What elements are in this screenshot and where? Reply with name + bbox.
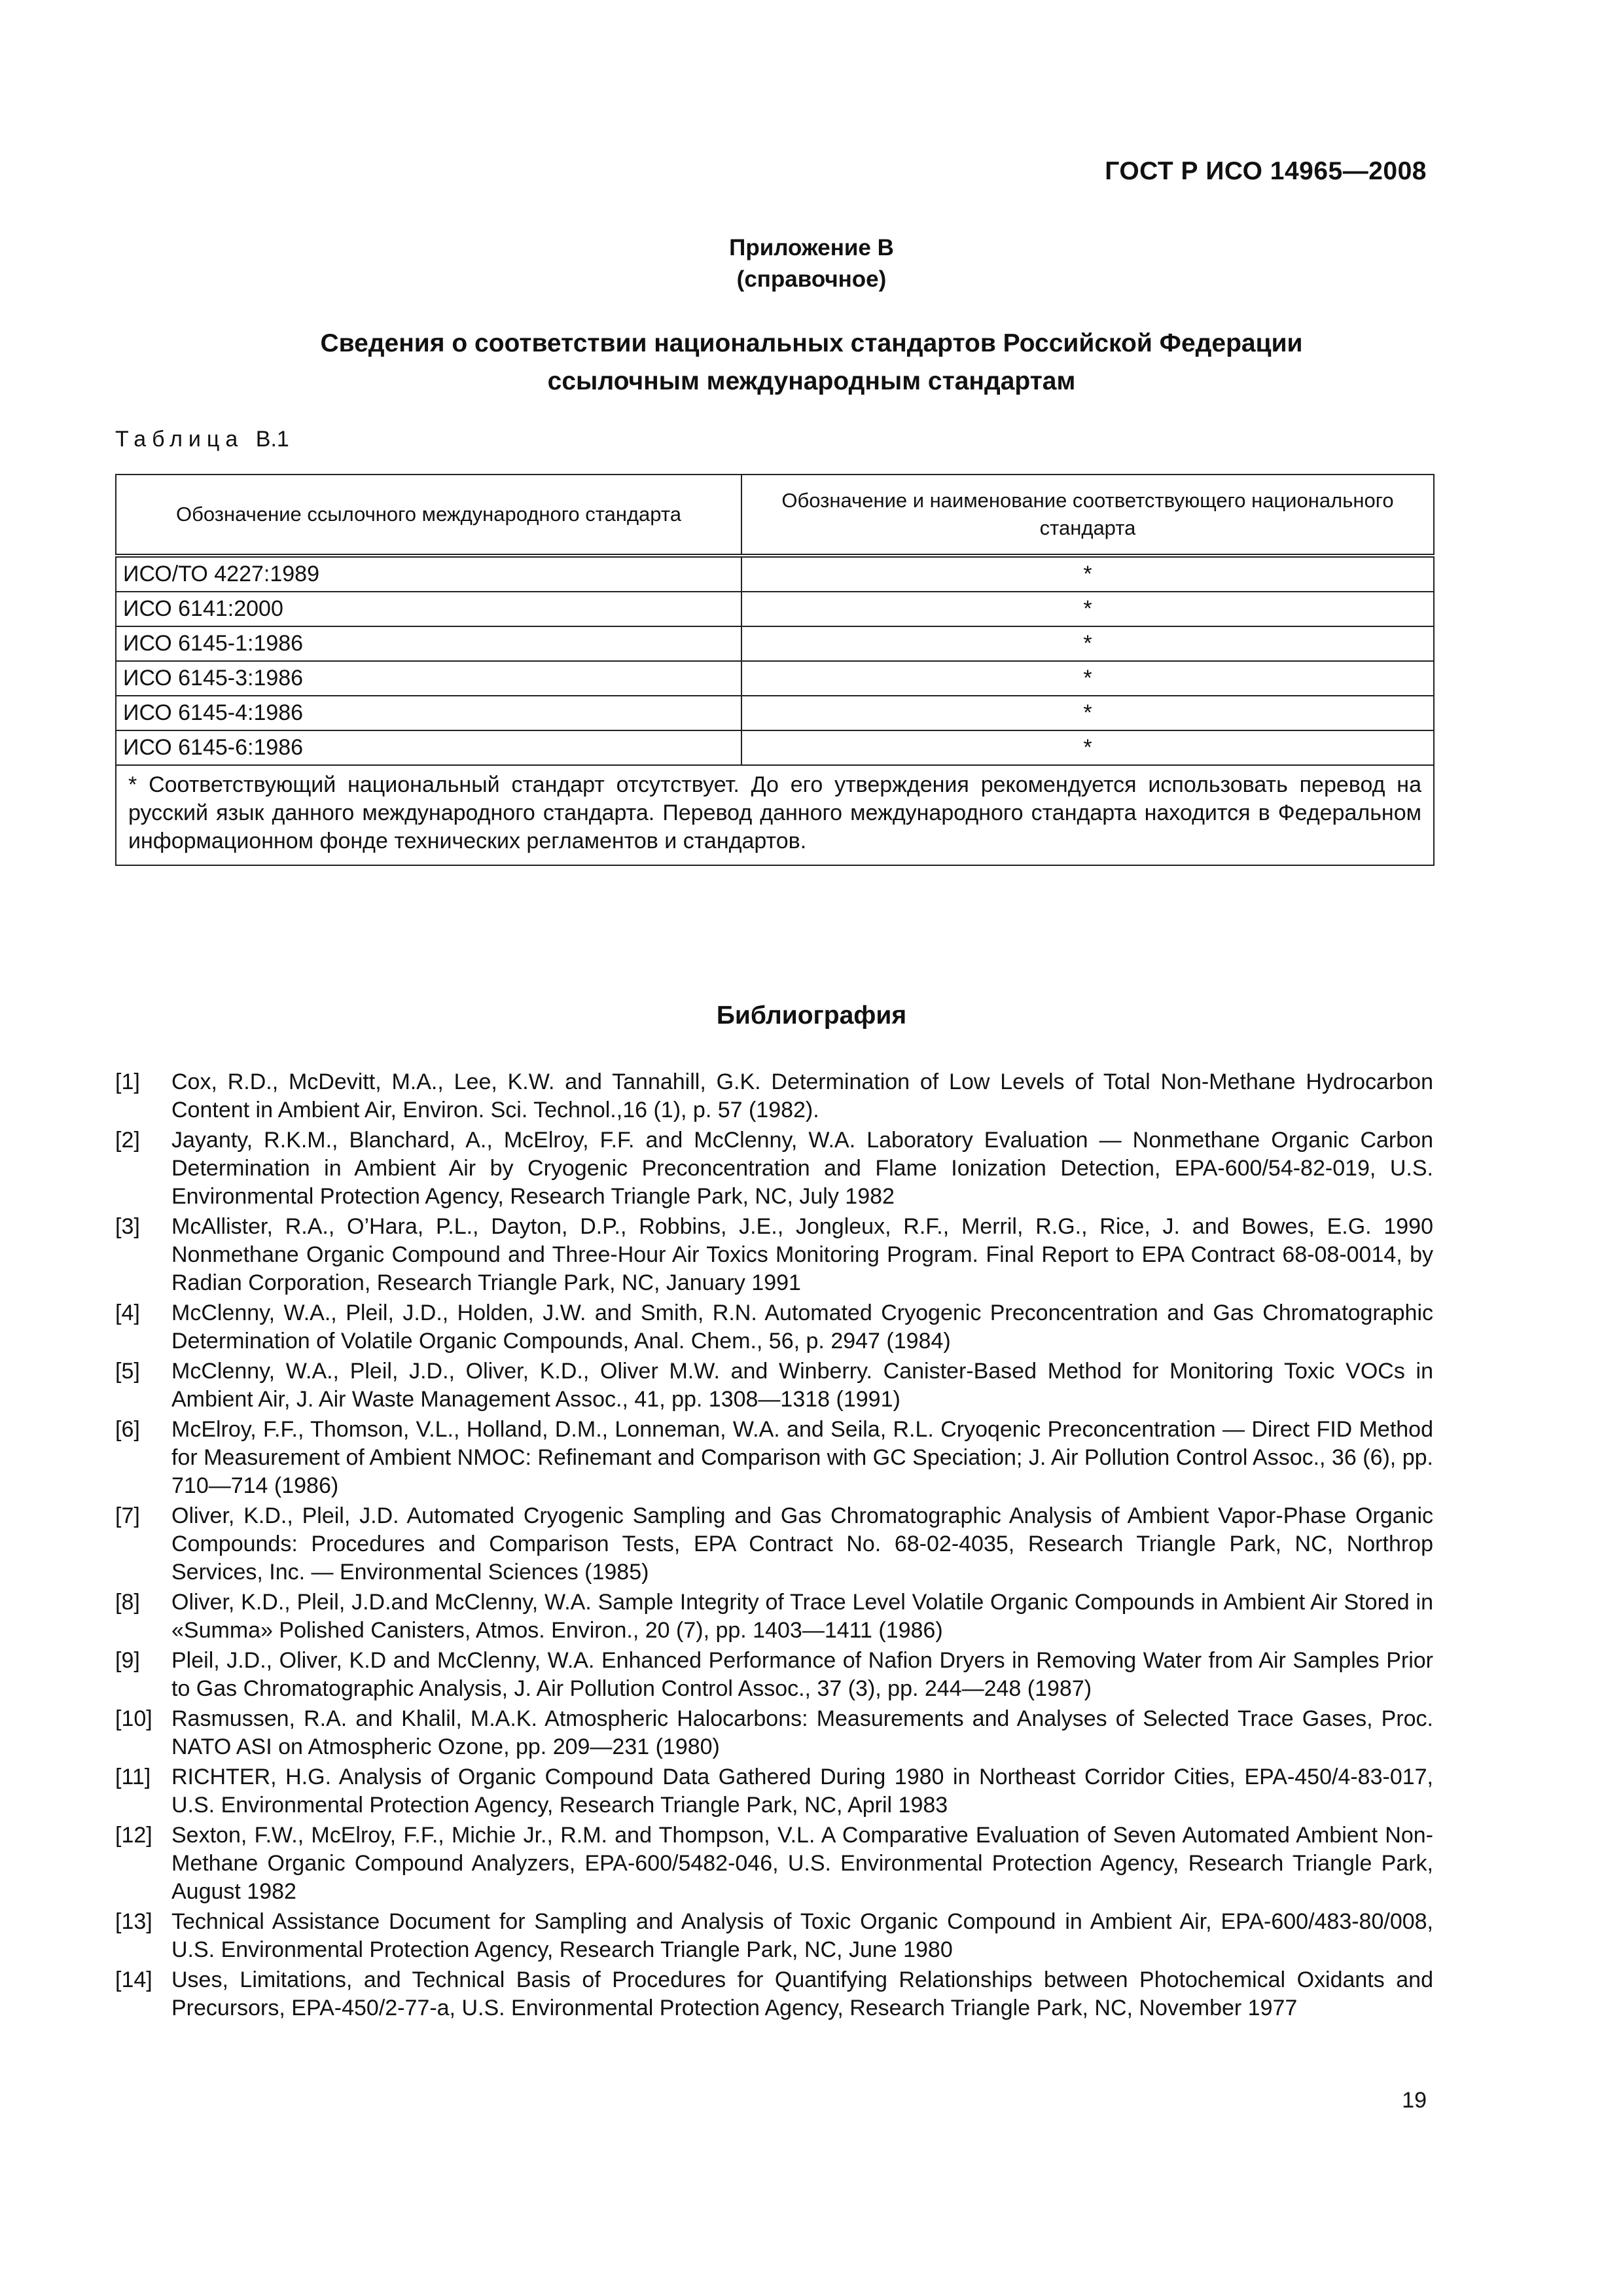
table-note-row <box>116 765 1434 865</box>
table-label-word: Таблица <box>115 427 244 452</box>
reference-number: [12] <box>115 1823 152 1848</box>
table-row <box>116 661 1434 696</box>
reference-number: [7] <box>115 1503 140 1528</box>
bibliography-item <box>115 1126 1433 1211</box>
reference-text: McClenny, W.A., Pleil, J.D., Oliver, K.D., Oliver M.W. and Winberry. Canister-Based Method for Monitoring Toxic VOCs in Ambient Air, J. Air Waste Management Assoc., 41, pp. 1308—1318 (1991) <box>171 1359 1433 1412</box>
international-standard-cell: ИСО/ТО 4227:1989 <box>116 556 741 592</box>
table-header-row <box>116 475 1434 556</box>
national-standard-cell: * <box>741 626 1434 661</box>
bibliography-item <box>115 1299 1433 1355</box>
reference-text: McAllister, R.A., O’Hara, P.L., Dayton, D.P., Robbins, J.E., Jongleux, R.F., Merril, R.G., Rice, J. and Bowes, E.G. 1990 Nonmethane Organic Compound and Three-Hour Air Toxics Monitoring Program. Final Report to EPA Contract 68-08-0014, by Radian Corporation, Research Triangle Park, NC, January 1991 <box>171 1214 1433 1295</box>
page-number: 19 <box>1402 2088 1427 2113</box>
document-code: ГОСТ Р ИСО 14965—2008 <box>1105 157 1427 185</box>
reference-number: [14] <box>115 1967 152 1992</box>
table-row <box>116 592 1434 626</box>
reference-number: [2] <box>115 1128 140 1153</box>
bibliography-title: Библиография <box>716 1001 907 1030</box>
reference-number: [8] <box>115 1590 140 1615</box>
annex-title-line-2: ссылочным международным стандартам <box>547 367 1076 395</box>
reference-number: [9] <box>115 1648 140 1673</box>
table-row <box>116 626 1434 661</box>
appendix-label: Приложение В <box>729 235 894 260</box>
reference-text: Technical Assistance Document for Sampling and Analysis of Toxic Organic Compound in Ambient Air, EPA-600/483-80/008, U.S. Environmental Protection Agency, Research Triangle Park, NC, June 1980 <box>171 1909 1433 1962</box>
reference-number: [10] <box>115 1706 152 1731</box>
col-header-international: Обозначение ссылочного международного стандарта <box>116 475 741 556</box>
bibliography-item <box>115 1908 1433 1964</box>
reference-text: Rasmussen, R.A. and Khalil, M.A.K. Atmospheric Halocarbons: Measurements and Analyses of Selected Trace Gases, Proc. NATO ASI on Atmospheric Ozone, pp. 209—231 (1980) <box>171 1706 1433 1759</box>
table-footnote: * Соответствующий национальный стандарт отсутствует. До его утверждения рекомендуется использовать перевод на русский язык данного международного стандарта. Перевод данного международного стандарта находится в Федеральном информационном фонде технических регламентов и стандартов. <box>116 765 1434 865</box>
international-standard-cell: ИСО 6145-1:1986 <box>116 626 741 661</box>
national-standard-cell: * <box>741 556 1434 592</box>
reference-number: [4] <box>115 1300 140 1325</box>
national-standard-cell: * <box>741 592 1434 626</box>
reference-text: McClenny, W.A., Pleil, J.D., Holden, J.W. and Smith, R.N. Automated Cryogenic Preconcentration and Gas Chromatographic Determination of Volatile Organic Compounds, Anal. Chem., 56, p. 2947 (1984) <box>171 1300 1433 1354</box>
bibliography-item <box>115 1705 1433 1761</box>
bibliography-item <box>115 1588 1433 1645</box>
bibliography-item <box>115 1068 1433 1124</box>
bibliography-item <box>115 1357 1433 1414</box>
reference-text: Cox, R.D., McDevitt, M.A., Lee, K.W. and Tannahill, G.K. Determination of Low Levels of Total Non-Methane Hydrocarbon Content in Ambient Air, Environ. Sci. Technol.,16 (1), p. 57 (1982). <box>171 1069 1433 1122</box>
reference-text: Sexton, F.W., McElroy, F.F., Michie Jr., R.M. and Thompson, V.L. A Comparative Evaluation of Seven Automated Ambient Non-Methane Organic Compound Analyzers, EPA-600/5482-046, U.S. Environmental Protection Agency, Research Triangle Park, August 1982 <box>171 1823 1433 1904</box>
international-standard-cell: ИСО 6145-4:1986 <box>116 696 741 730</box>
bibliography-list <box>115 1068 1433 2024</box>
reference-text: Oliver, K.D., Pleil, J.D.and McClenny, W.A. Sample Integrity of Trace Level Volatile Organic Compounds in Ambient Air Stored in «Summa» Polished Canisters, Atmos. Environ., 20 (7), pp. 1403—1411 (1986) <box>171 1590 1433 1643</box>
reference-number: [11] <box>115 1765 151 1789</box>
bibliography-item <box>115 1966 1433 2022</box>
national-standard-cell: * <box>741 661 1434 696</box>
international-standard-cell: ИСО 6141:2000 <box>116 592 741 626</box>
bibliography-item <box>115 1213 1433 1297</box>
bibliography-item <box>115 1416 1433 1500</box>
national-standard-cell: * <box>741 730 1434 765</box>
annex-title-line-1: Сведения о соответствии национальных стандартов Российской Федерации <box>320 329 1303 357</box>
reference-text: Uses, Limitations, and Technical Basis of Procedures for Quantifying Relationships between Photochemical Oxidants and Precursors, EPA-450/2-77-a, U.S. Environmental Protection Agency, Research Triangle Park, NC, November 1977 <box>171 1967 1433 2020</box>
reference-number: [6] <box>115 1417 140 1442</box>
table-row <box>116 556 1434 592</box>
bibliography-item <box>115 1763 1433 1820</box>
table-row <box>116 696 1434 730</box>
reference-text: Oliver, K.D., Pleil, J.D. Automated Cryogenic Sampling and Gas Chromatographic Analysis of Ambient Vapor-Phase Organic Compounds: Procedures and Comparison Tests, EPA Contract No. 68-02-4035, Research Triangle Park, NC, Northrop Services, Inc. — Environmental Sciences (1985) <box>171 1503 1433 1585</box>
international-standard-cell: ИСО 6145-6:1986 <box>116 730 741 765</box>
reference-text: Jayanty, R.K.M., Blanchard, A., McElroy, F.F. and McClenny, W.A. Laboratory Evaluation — Nonmethane Organic Carbon Determination in Ambient Air by Cryogenic Preconcentration and Flame Ionization Detection, EPA-600/54-82-019, U.S. Environmental Protection Agency, Research Triangle Park, NC, July 1982 <box>171 1128 1433 1209</box>
national-standard-cell: * <box>741 696 1434 730</box>
reference-text: McElroy, F.F., Thomson, V.L., Holland, D.M., Lonneman, W.A. and Seila, R.L. Cryoqenic Preconcentration — Direct FID Method for Measurement of Ambient NMOC: Refinemant and Comparison with GC Speciation; J. Air Pollution Control Assoc., 36 (6), pp. 710—714 (1986) <box>171 1417 1433 1498</box>
reference-number: [5] <box>115 1359 140 1384</box>
reference-text: RICHTER, H.G. Analysis of Organic Compound Data Gathered During 1980 in Northeast Corridor Cities, EPA-450/4-83-017, U.S. Environmental Protection Agency, Research Triangle Park, NC, April 1983 <box>171 1765 1433 1818</box>
reference-number: [1] <box>115 1069 140 1094</box>
bibliography-item <box>115 1502 1433 1587</box>
correspondence-table <box>115 474 1435 866</box>
annex-title <box>196 325 1427 401</box>
international-standard-cell: ИСО 6145-3:1986 <box>116 661 741 696</box>
table-label-number: В.1 <box>255 427 289 452</box>
table-row <box>116 730 1434 765</box>
reference-number: [3] <box>115 1214 140 1239</box>
table-label <box>115 427 289 452</box>
appendix-heading <box>0 232 1623 295</box>
col-header-national: Обозначение и наименование соответствующего национального стандарта <box>741 475 1434 556</box>
reference-number: [13] <box>115 1909 152 1934</box>
bibliography-item <box>115 1821 1433 1906</box>
bibliography-item <box>115 1647 1433 1703</box>
reference-text: Pleil, J.D., Oliver, K.D and McClenny, W.A. Enhanced Performance of Nafion Dryers in Removing Water from Air Samples Prior to Gas Chromatographic Analysis, J. Air Pollution Control Assoc., 37 (3), pp. 244—248 (1987) <box>171 1648 1433 1701</box>
appendix-type: (справочное) <box>736 266 887 292</box>
